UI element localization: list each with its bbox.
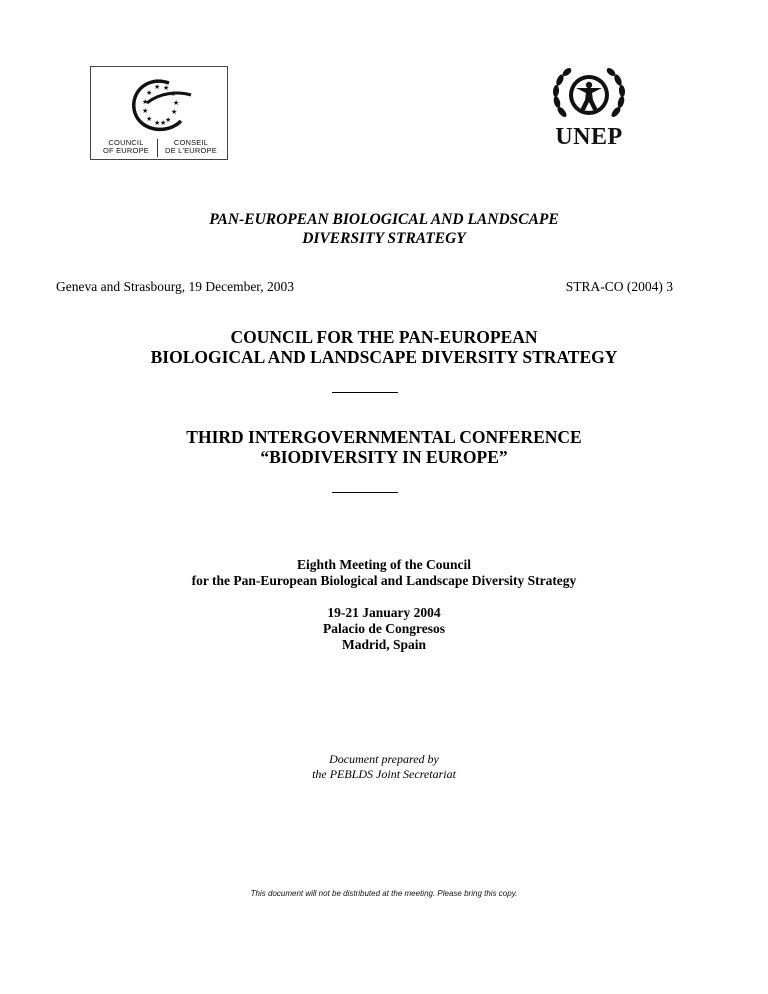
svg-text:★: ★: [142, 107, 149, 115]
svg-text:★: ★: [146, 89, 153, 97]
council-of-europe-logo: [90, 66, 228, 160]
meeting-venue: [0, 605, 768, 653]
svg-text:★: ★: [154, 83, 161, 91]
svg-text:★: ★: [160, 119, 167, 127]
strategy-title-line2: DIVERSITY STRATEGY: [302, 230, 466, 247]
prepared-by-line2: the PEBLDS Joint Secretariat: [312, 767, 456, 781]
prepared-by: [0, 752, 768, 782]
coe-fr-line1: CONSEIL: [173, 138, 209, 147]
svg-text:★: ★: [170, 90, 177, 98]
meeting-line2: for the Pan-European Biological and Landscape Diversity Strategy: [191, 573, 577, 588]
unep-laurel-globe-icon: [546, 66, 632, 126]
meeting-city: Madrid, Spain: [341, 637, 427, 652]
strategy-title-line1: PAN-EUROPEAN BIOLOGICAL AND LANDSCAPE: [209, 211, 559, 228]
council-of-europe-emblem-icon: [125, 73, 195, 137]
conference-heading-line1: THIRD INTERGOVERNMENTAL CONFERENCE: [186, 427, 582, 447]
meeting-dates: 19-21 January 2004: [327, 605, 441, 620]
coe-english-name: [95, 139, 157, 155]
svg-text:★: ★: [165, 116, 172, 124]
coe-french-name: [157, 139, 225, 155]
prepared-by-line1: Document prepared by: [329, 752, 439, 766]
meeting-title: [0, 557, 768, 589]
strategy-title: [0, 210, 768, 248]
document-reference: STRA-CO (2004) 3: [565, 279, 673, 294]
unep-wordmark: UNEP: [555, 124, 623, 150]
council-heading: [0, 327, 768, 367]
svg-text:★: ★: [171, 108, 178, 116]
svg-text:★: ★: [163, 84, 170, 92]
place-and-date: Geneva and Strasbourg, 19 December, 2003: [56, 279, 295, 294]
distribution-notice: This document will not be distributed at the meeting. Please bring this copy.: [250, 889, 518, 898]
meeting-place: Palacio de Congresos: [323, 621, 445, 636]
separator-rule: [332, 492, 398, 493]
conference-heading: [0, 427, 768, 467]
conference-heading-line2: “BIODIVERSITY IN EUROPE”: [260, 447, 508, 467]
meeting-line1: Eighth Meeting of the Council: [297, 557, 471, 572]
separator-rule: [332, 392, 398, 393]
svg-text:★: ★: [142, 98, 149, 106]
unep-logo: [546, 66, 632, 150]
council-heading-line1: COUNCIL FOR THE PAN-EUROPEAN: [230, 327, 538, 347]
coe-fr-line2: DE L'EUROPE: [165, 146, 217, 155]
council-heading-line2: BIOLOGICAL AND LANDSCAPE DIVERSITY STRATEGY: [150, 347, 618, 367]
coe-en-line1: COUNCIL: [108, 138, 144, 147]
svg-text:★: ★: [146, 115, 153, 123]
coe-en-line2: OF EUROPE: [103, 146, 149, 155]
svg-text:★: ★: [173, 99, 180, 107]
svg-text:★: ★: [154, 119, 161, 127]
